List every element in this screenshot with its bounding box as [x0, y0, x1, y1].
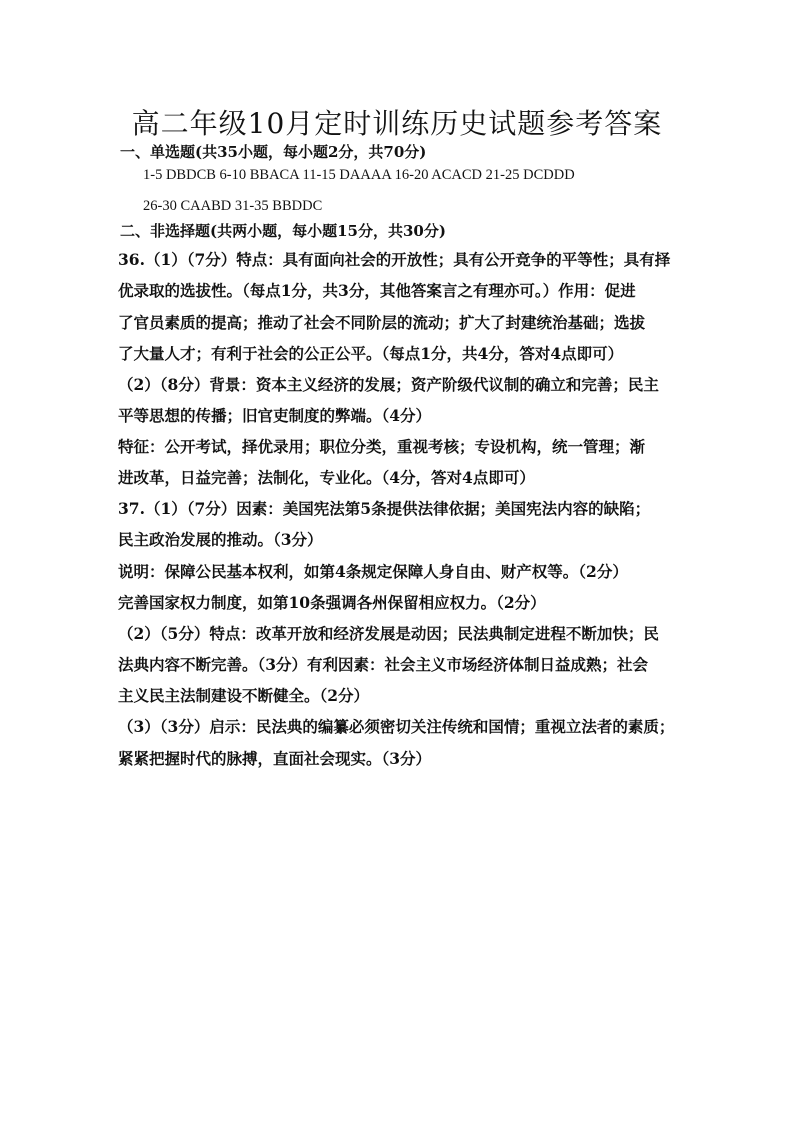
answer-line: 37.（1）（7分）因素：美国宪法第5条提供法律依据；美国宪法内容的缺陷；	[118, 499, 651, 518]
answer-line: 完善国家权力制度，如第10条强调各州保留相应权力。（2分）	[118, 593, 546, 612]
single-choice-answers-line-2: 26-30 CAABD 31-35 BBDDC	[143, 198, 323, 214]
answer-line: 紧紧把握时代的脉搏，直面社会现实。（3分）	[118, 749, 432, 768]
page-title: 高二年级10月定时训练历史试题参考答案	[131, 107, 663, 140]
answer-line: 了大量人才；有利于社会的公正公平。（每点1分，共4分，答对4点即可）	[118, 344, 624, 363]
answer-line: 了官员素质的提高；推动了社会不同阶层的流动；扩大了封建统治基础；选拔	[118, 313, 646, 332]
answer-line: 主义民主法制建设不断健全。（2分）	[118, 686, 370, 705]
answer-line: 36.（1）（7分）特点：具有面向社会的开放性；具有公开竞争的平等性；具有择	[118, 250, 671, 269]
section-non-choice-heading: 二、非选择题(共两小题，每小题15分，共30分)	[120, 222, 446, 240]
answer-line: 法典内容不断完善。（3分）有利因素：社会主义市场经济体制日益成熟；社会	[118, 655, 649, 674]
answer-line: （2）（8分）背景：资本主义经济的发展；资产阶级代议制的确立和完善；民主	[118, 375, 659, 394]
answer-line: 民主政治发展的推动。（3分）	[118, 530, 323, 549]
answer-line: （2）（5分）特点：改革开放和经济发展是动因；民法典制定进程不断加快；民	[118, 624, 659, 643]
answer-line: 说明：保障公民基本权利，如第4条规定保障人身自由、财产权等。（2分）	[118, 562, 628, 581]
answer-line: 进改革，日益完善；法制化，专业化。（4分，答对4点即可）	[118, 468, 535, 487]
answer-line: （3）（3分）启示：民法典的编纂必须密切关注传统和国情；重视立法者的素质；	[118, 717, 675, 736]
answer-line: 平等思想的传播；旧官吏制度的弊端。（4分）	[118, 406, 432, 425]
answer-line: 特征：公开考试，择优录用；职位分类，重视考核；专设机构，统一管理；渐	[118, 437, 646, 456]
section-single-choice-heading: 一、单选题(共35小题，每小题2分，共70分)	[120, 143, 427, 161]
single-choice-answers-line-1: 1-5 DBDCB 6-10 BBACA 11-15 DAAAA 16-20 ACACD 21-25 DCDDD	[143, 167, 575, 183]
answer-line: 优录取的选拔性。（每点1分，共3分，其他答案言之有理亦可。）作用：促进	[118, 281, 636, 300]
